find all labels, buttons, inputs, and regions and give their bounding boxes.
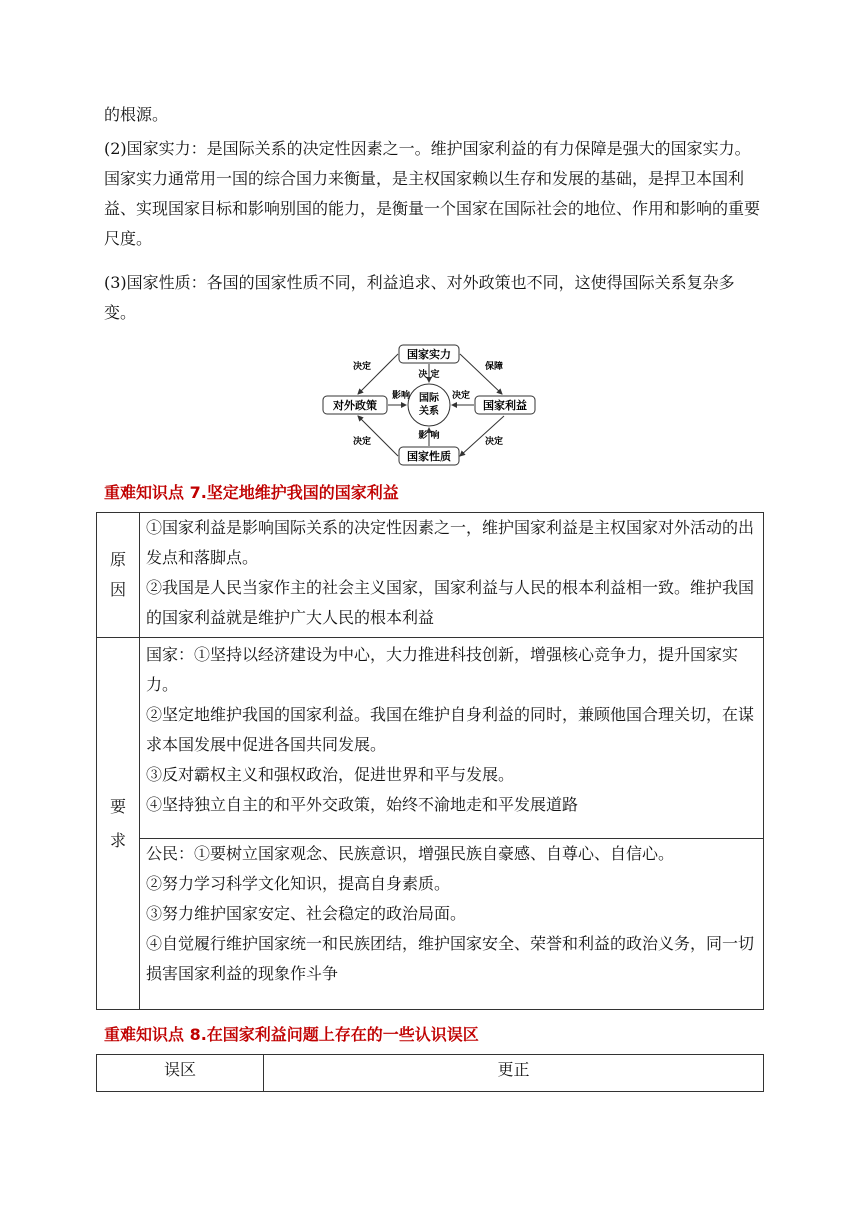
state-item: ②坚定地维护我国的国家利益。我国在维护自身利益的同时，兼顾他国合理关切，在谋求本国发展中促进各国共同发展。 (146, 705, 755, 754)
intro-line: 的根源。 (104, 105, 169, 124)
citizen-item: ②努力学习科学文化知识，提高自身素质。 (146, 874, 451, 893)
svg-text:决定: 决定 (352, 362, 372, 372)
reason-item: ①国家利益是影响国际关系的决定性因素之一，维护国家利益是主权国家对外活动的出发点和落脚点。 (146, 518, 755, 567)
reason-item: ②我国是人民当家作主的社会主义国家，国家利益与人民的根本利益相一致。维护我国的国家利益就是维护广大人民的根本利益 (146, 578, 755, 627)
relations-diagram (318, 340, 538, 470)
svg-text:决定: 决定 (484, 437, 504, 447)
state-item: 国家：①坚持以经济建设为中心，大力推进科技创新，增强核心竞争力，提升国家实力。 (146, 645, 739, 694)
paragraph-state-strength: (2)国家实力：是国际关系的决定性因素之一。维护国家利益的有力保障是强大的国家实力。国家实力通常用一国的综合国力来衡量，是主权国家赖以生存和发展的基础，是捍卫本国利益、实现国家目标和影响别国的能力，是衡量一个国家在国际社会的地位、作用和影响的重要尺度。 (104, 139, 761, 248)
state-item: ③反对霸权主义和强权政治，促进世界和平与发展。 (146, 765, 515, 784)
svg-text:影 响: 影 响 (418, 431, 440, 441)
section7-table (96, 512, 764, 1010)
center-label-line1: 国际 (419, 393, 439, 404)
svg-text:影响: 影响 (392, 391, 411, 401)
box-foreign-policy-label: 对外政策 (333, 399, 377, 412)
box-national-nature-label: 国家性质 (407, 450, 451, 463)
citizen-item: ③努力维护国家安定、社会稳定的政治局面。 (146, 904, 467, 923)
section8-table (96, 1054, 764, 1092)
citizen-requirements-cell (140, 839, 764, 1010)
box-national-interest-label: 国家利益 (483, 399, 527, 412)
svg-text:决定: 决定 (452, 391, 471, 401)
reason-cell (140, 513, 764, 638)
citizen-item: ④自觉履行维护国家统一和民族团结，维护国家安全、荣誉和利益的政治义务，同一切损害国家利益的现象作斗争 (146, 934, 755, 983)
citizen-item: 公民：①要树立国家观念、民族意识，增强民族自豪感、自尊心、自信心。 (146, 844, 675, 863)
paragraph-state-nature: (3)国家性质：各国的国家性质不同，利益追求、对外政策也不同，这使得国际关系复杂多变。 (104, 273, 735, 322)
box-national-strength-label: 国家实力 (407, 348, 451, 361)
center-label-line2: 关系 (419, 406, 439, 417)
section7-heading: 重难知识点 7.坚定地维护我国的国家利益 (104, 483, 399, 502)
col-misconception: 误区 (97, 1055, 264, 1092)
section8-heading: 重难知识点 8.在国家利益问题上存在的一些认识误区 (104, 1025, 479, 1044)
state-item: ④坚持独立自主的和平外交政策，始终不渝地走和平发展道路 (146, 795, 579, 814)
center-circle (408, 384, 450, 426)
state-requirements-cell (140, 638, 764, 839)
svg-text:决 定: 决 定 (418, 370, 440, 380)
svg-text:保障: 保障 (484, 362, 504, 372)
svg-text:决定: 决定 (352, 437, 372, 447)
col-correction: 更正 (264, 1055, 764, 1092)
require-label: 要求 (97, 638, 140, 1010)
reason-label: 原因 (97, 513, 140, 638)
